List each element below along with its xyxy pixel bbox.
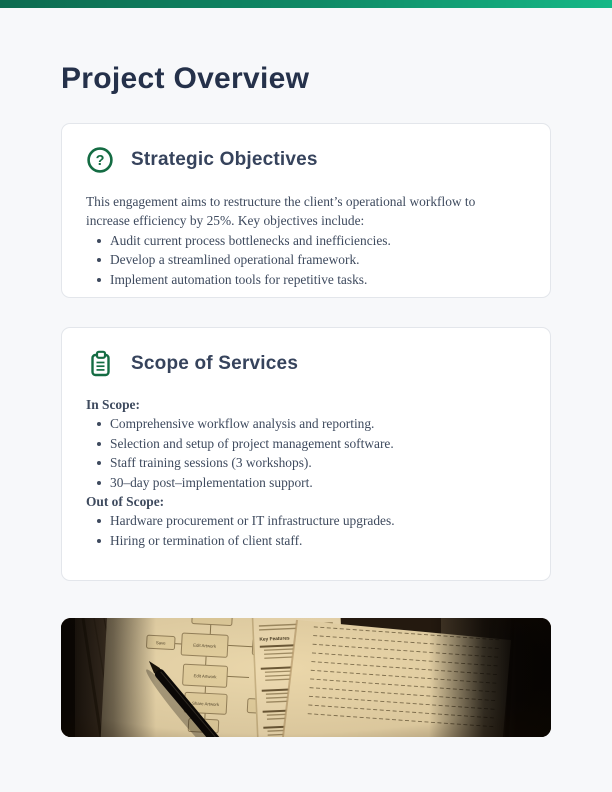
top-accent-bar [0,0,612,8]
card-header [86,146,526,174]
list-item: Hardware procurement or IT infrastructure upgrades. [110,511,526,530]
list-item: Implement automation tools for repetitive tasks. [110,270,526,289]
objectives-list [86,231,526,289]
page-title: Project Overview [61,62,310,95]
intro-line: This engagement aims to restructure the client’s operational workflow to [86,194,476,209]
workflow-photo [61,618,551,737]
objectives-intro [86,192,526,231]
card-heading: Scope of Services [131,353,299,374]
list-item: Hiring or termination of client staff. [110,531,526,550]
list-item: 30–day post–implementation support. [110,473,526,492]
card-heading: Strategic Objectives [131,149,318,170]
in-scope-label: In Scope: [86,397,140,412]
out-of-scope-list [86,511,526,550]
out-of-scope-label: Out of Scope: [86,494,165,510]
question-circle-icon [86,146,114,174]
question-glyph: ? [95,153,105,170]
list-item: Develop a streamlined operational framework. [110,250,526,269]
list-item: Comprehensive workflow analysis and reporting. [110,414,526,433]
workflow-photo-graphic [61,618,551,737]
card-strategic-objectives [61,123,551,298]
list-item: Audit current process bottlenecks and inefficiencies. [110,231,526,250]
clipboard-list-icon [86,350,114,378]
card-scope-of-services [61,327,551,581]
card-header [86,350,526,378]
list-item: Selection and setup of project management software. [110,434,526,453]
list-item: Staff training sessions (3 workshops). [110,453,526,472]
in-scope-list [86,414,526,492]
photo-vignette [61,618,551,737]
intro-line: increase efficiency by 25%. Key objectives include: [86,213,365,229]
